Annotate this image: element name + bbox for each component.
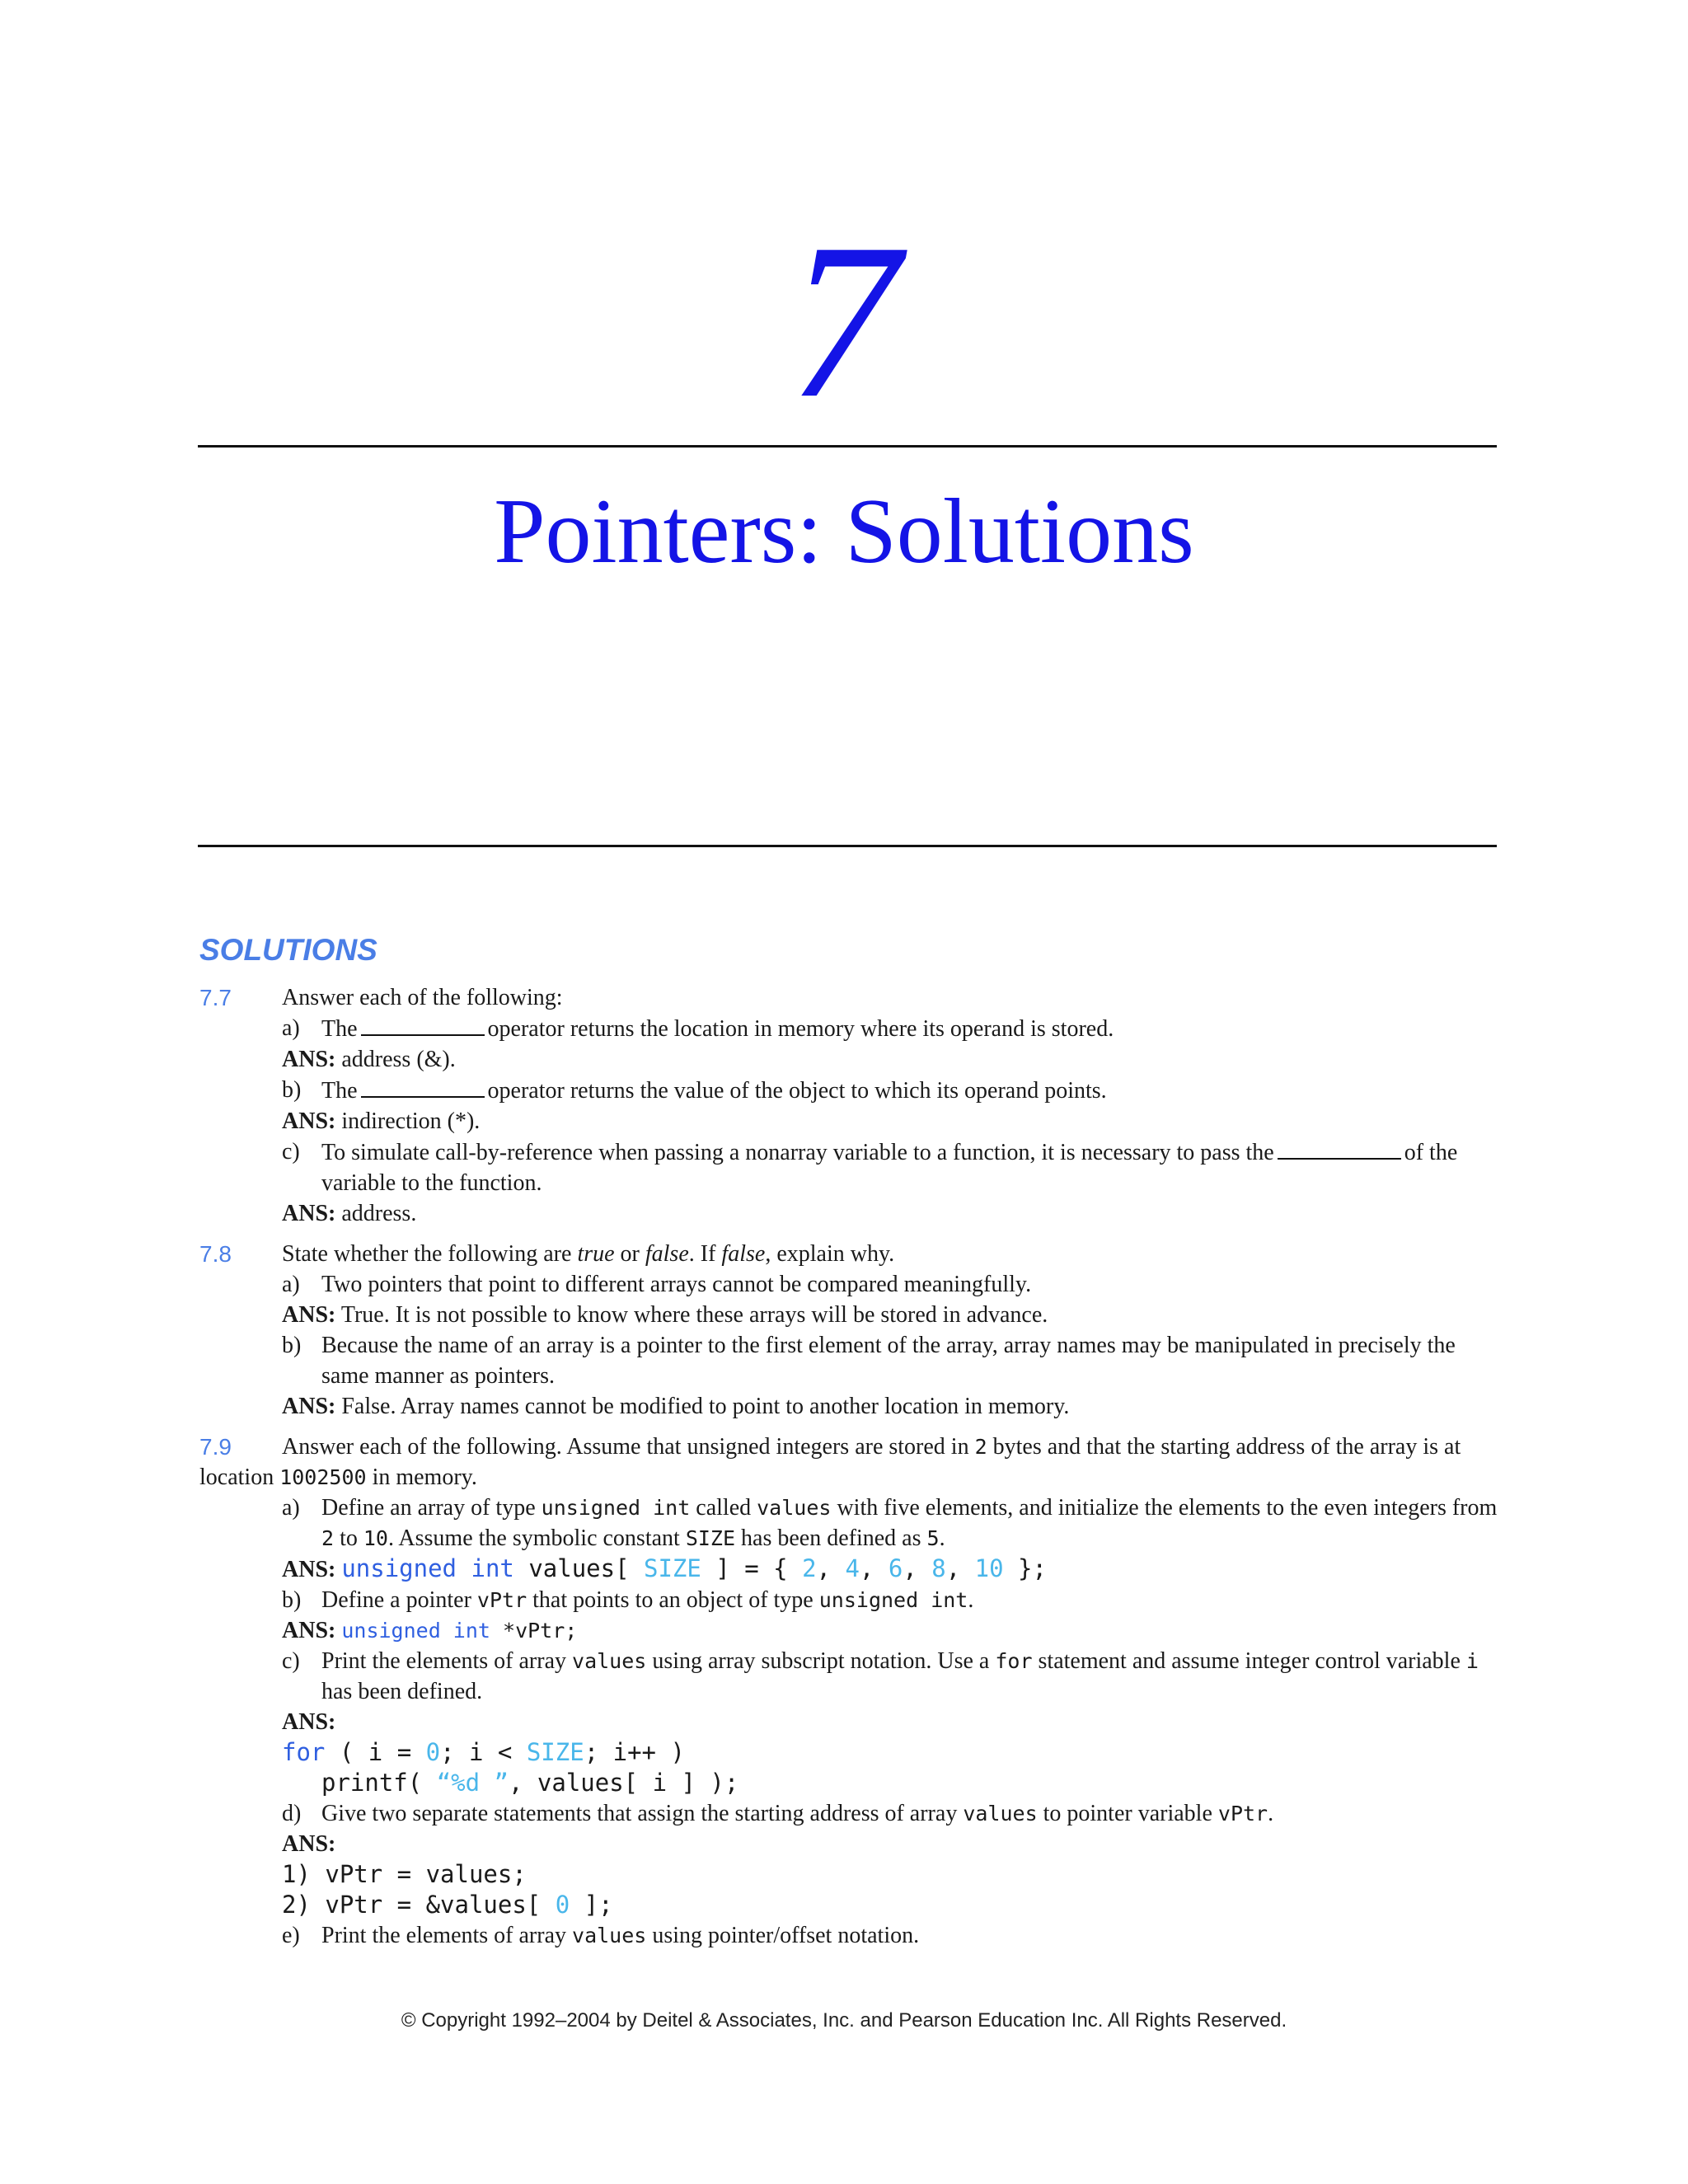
code-line: 1) vPtr = values;	[282, 1860, 527, 1888]
question-b	[199, 1330, 1498, 1391]
question-b: b) Define a pointer vPtr that points to an object of type unsigned int.	[199, 1585, 1498, 1615]
question-text: of the variable to the function.	[321, 1140, 1458, 1196]
ans-label: ANS:	[282, 1831, 336, 1857]
question-e: e) Print the elements of array values using pointer/offset notation.	[199, 1920, 1498, 1951]
top-rule	[198, 445, 1497, 448]
answer-text: indirection (*).	[341, 1108, 481, 1134]
problem-7-9	[199, 1432, 1498, 1951]
section-heading: SOLUTIONS	[199, 933, 377, 967]
item-label: c)	[282, 1139, 300, 1165]
item-label: e)	[282, 1923, 300, 1948]
answer-b	[199, 1391, 1498, 1422]
ans-label: ANS:	[282, 1047, 336, 1072]
item-label: b)	[282, 1077, 302, 1103]
answer-d-label	[199, 1829, 1498, 1859]
item-label: a)	[282, 1015, 300, 1041]
answer-a	[199, 1554, 1498, 1585]
chapter-title: Pointers: Solutions	[494, 480, 1194, 583]
item-label: c)	[282, 1648, 300, 1674]
problem-intro: Answer each of the following. Assume that unsigned integers are stored in 2 bytes and that the starting address of the array is at location 1002500 in memory.	[199, 1434, 1461, 1490]
fill-blank	[361, 1013, 485, 1036]
question-c	[199, 1137, 1498, 1198]
question-a	[199, 1013, 1498, 1044]
question-text: operator returns the value of the object to which its operand points.	[487, 1078, 1107, 1104]
answer-b	[199, 1106, 1498, 1137]
ans-label: ANS:	[282, 1618, 336, 1643]
problem-7-8	[199, 1239, 1498, 1422]
answer-c-label	[199, 1707, 1498, 1737]
fill-blank	[1278, 1137, 1401, 1160]
chapter-number: 7	[788, 198, 900, 444]
ans-label: ANS:	[282, 1394, 336, 1419]
code-line: for ( i = 0; i < SIZE; i++ )	[282, 1738, 685, 1766]
answer-text: address (&).	[341, 1047, 456, 1072]
answer-code: unsigned int *vPtr;	[341, 1619, 578, 1643]
question-text: Two pointers that point to different arrays cannot be compared meaningfully.	[321, 1272, 1032, 1297]
item-label: b)	[282, 1587, 302, 1613]
answer-text: False. Array names cannot be modified to point to another location in memory.	[341, 1394, 1070, 1419]
ans-label: ANS:	[282, 1108, 336, 1134]
ans-label: ANS:	[282, 1709, 336, 1735]
item-label: a)	[282, 1495, 300, 1521]
problem-7-7	[199, 982, 1498, 1229]
solutions-content	[199, 982, 1498, 1951]
question-text: The	[321, 1016, 358, 1042]
item-label: d)	[282, 1801, 302, 1826]
answer-b	[199, 1615, 1498, 1646]
question-d: d) Give two separate statements that assign the starting address of array values to pointer variable vPtr.	[199, 1798, 1498, 1829]
question-a	[199, 1269, 1498, 1300]
copyright-footer: © Copyright 1992–2004 by Deitel & Associates, Inc. and Pearson Education Inc. All Rights Reserved.	[401, 2009, 1287, 2032]
ans-label: ANS:	[282, 1557, 336, 1582]
ans-label: ANS:	[282, 1201, 336, 1226]
answer-a	[199, 1300, 1498, 1330]
item-label: b)	[282, 1333, 302, 1358]
question-c: c) Print the elements of array values using array subscript notation. Use a for statement and assume integer control variable i has been defined.	[199, 1646, 1498, 1707]
code-line: printf( “%d ”, values[ i ] );	[321, 1769, 739, 1797]
answer-a	[199, 1044, 1498, 1075]
problem-number: 7.8	[199, 1241, 232, 1267]
question-text: operator returns the location in memory where its operand is stored.	[487, 1016, 1114, 1042]
question-text: The	[321, 1078, 358, 1104]
answer-text: True. It is not possible to know where these arrays will be stored in advance.	[340, 1302, 1048, 1328]
fill-blank	[361, 1075, 485, 1098]
problem-number: 7.9	[199, 1434, 232, 1460]
item-label: a)	[282, 1272, 300, 1297]
answer-code: unsigned int values[ SIZE ] = { 2, 4, 6, 8, 10 };	[341, 1554, 1047, 1582]
bottom-rule	[198, 845, 1497, 847]
problem-number: 7.7	[199, 985, 232, 1010]
answer-text: address.	[341, 1201, 417, 1226]
question-a: a) Define an array of type unsigned int called values with five elements, and initialize the elements to the even integers from 2 to 10. Assume the symbolic constant SIZE has been defined as 5.	[199, 1493, 1498, 1554]
answer-c	[199, 1198, 1498, 1229]
question-text: Because the name of an array is a pointer to the first element of the array, array names may be manipulated in precisely the same manner as pointers.	[321, 1333, 1456, 1389]
question-text: To simulate call-by-reference when passing a nonarray variable to a function, it is necessary to pass the	[321, 1140, 1274, 1165]
problem-intro: State whether the following are true or false. If false, explain why.	[282, 1241, 895, 1267]
question-b	[199, 1075, 1498, 1106]
ans-label: ANS:	[282, 1302, 336, 1328]
code-line: 2) vPtr = &values[ 0 ];	[282, 1891, 613, 1919]
problem-intro: Answer each of the following:	[282, 985, 563, 1010]
